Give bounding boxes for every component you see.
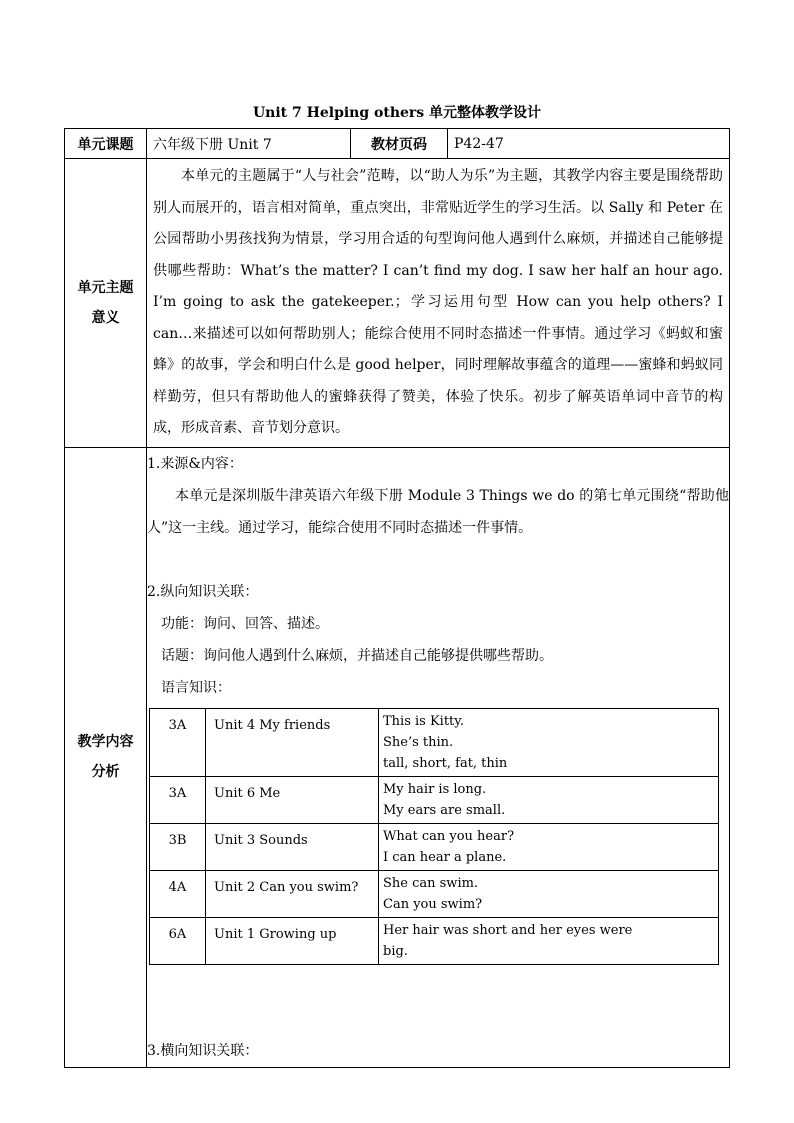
textbook-pages-label: 教材页码 — [351, 129, 448, 159]
knowledge-unit: Unit 3 Sounds — [206, 823, 379, 870]
textbook-pages-value: P42-47 — [448, 129, 730, 159]
knowledge-grade: 3B — [150, 823, 206, 870]
function-line: 功能：询问、回答、描述。 — [161, 615, 329, 632]
example-sentence: Her hair was short and her eyes were — [383, 922, 633, 938]
example-sentence: tall, short, fat, thin — [383, 755, 508, 771]
spacer — [147, 544, 729, 576]
knowledge-grade: 3A — [150, 708, 206, 776]
theme-paragraph: 本单元的主题属于“人与社会”范畴，以“助人为乐”为主题，其教学内容主要是围绕帮助别人而展开的，语言相对简单，重点突出，非常贴近学生的学习生活。以 Sally 和 Peter 在公园帮助小男孩找狗为情景，学习用合适的句型询问他人遇到什么麻烦，并描述自己能够提供哪些帮助：What’s the matter? I can’t find my dog. I saw her half an hour ago. I’m going to ask the gatekeeper.；学习运用句型 How can you help others? I can…来描述可以如何帮助别人；能综合使用不同时态描述一件事情。通过学习《蚂蚁和蜜蜂》的故事，学会和明白什么是 good helper，同时理解故事蕴含的道理——蜜蜂和蚂蚁同样勤劳，但只有帮助他人的蜜蜂获得了赞美，体验了快乐。初步了解英语单词中音节的构成，形成音素、音节划分意识。 — [153, 168, 723, 436]
topic-line: 话题：询问他人遇到什么麻烦，并描述自己能够提供哪些帮助。 — [161, 647, 553, 664]
analysis-label — [65, 447, 147, 1067]
knowledge-grade: 3A — [150, 776, 206, 823]
unit-topic-value: 六年级下册 Unit 7 — [147, 129, 351, 159]
knowledge-unit: Unit 2 Can you swim? — [206, 870, 379, 917]
section-source-text: 本单元是深圳版牛津英语六年级下册 Module 3 Things we do 的第七单元围绕“帮助他人”这一主线。通过学习，能综合使用不同时态描述一件事情。 — [147, 487, 729, 536]
example-sentence: What can you hear? — [383, 828, 515, 844]
knowledge-unit: Unit 4 My friends — [206, 708, 379, 776]
knowledge-examples — [379, 823, 719, 870]
knowledge-grade: 4A — [150, 870, 206, 917]
analysis-label-line2: 分析 — [91, 764, 120, 780]
example-sentence: I can hear a plane. — [383, 849, 507, 865]
theme-label-line1: 单元主题 — [77, 279, 134, 296]
analysis-row — [65, 447, 730, 1067]
unit-design-table — [64, 128, 730, 1068]
theme-label — [65, 159, 147, 448]
example-sentence: My ears are small. — [383, 802, 506, 818]
page-title: Unit 7 Helping others 单元整体教学设计 — [252, 105, 542, 121]
knowledge-row — [150, 776, 719, 823]
example-sentence: Can you swim? — [383, 896, 483, 912]
section-horizontal-heading: 3.横向知识关联： — [147, 1042, 259, 1059]
theme-row — [65, 159, 730, 448]
knowledge-examples — [379, 708, 719, 776]
knowledge-unit: Unit 1 Growing up — [206, 917, 379, 964]
knowledge-row — [150, 823, 719, 870]
knowledge-row — [150, 870, 719, 917]
knowledge-table — [149, 708, 719, 965]
section-source-heading: 1.来源&内容： — [147, 455, 243, 472]
section-vertical-heading: 2.纵向知识关联： — [147, 583, 259, 600]
example-sentence: This is Kitty. — [383, 713, 465, 729]
example-sentence: She can swim. — [383, 875, 479, 891]
knowledge-examples — [379, 776, 719, 823]
spacer — [147, 965, 729, 1035]
knowledge-grade: 6A — [150, 917, 206, 964]
example-sentence: She’s thin. — [383, 734, 454, 750]
knowledge-row — [150, 917, 719, 964]
language-knowledge-line: 语言知识： — [161, 679, 231, 696]
unit-topic-label: 单元课题 — [65, 129, 147, 159]
analysis-content — [147, 447, 730, 1067]
knowledge-examples — [379, 870, 719, 917]
knowledge-row — [150, 708, 719, 776]
example-sentence: big. — [383, 943, 408, 959]
analysis-label-line1: 教学内容 — [77, 734, 134, 750]
theme-content — [147, 159, 730, 448]
knowledge-unit: Unit 6 Me — [206, 776, 379, 823]
theme-label-line2: 意义 — [91, 309, 120, 326]
example-sentence: My hair is long. — [383, 781, 487, 797]
knowledge-examples — [379, 917, 719, 964]
header-row — [65, 129, 730, 159]
